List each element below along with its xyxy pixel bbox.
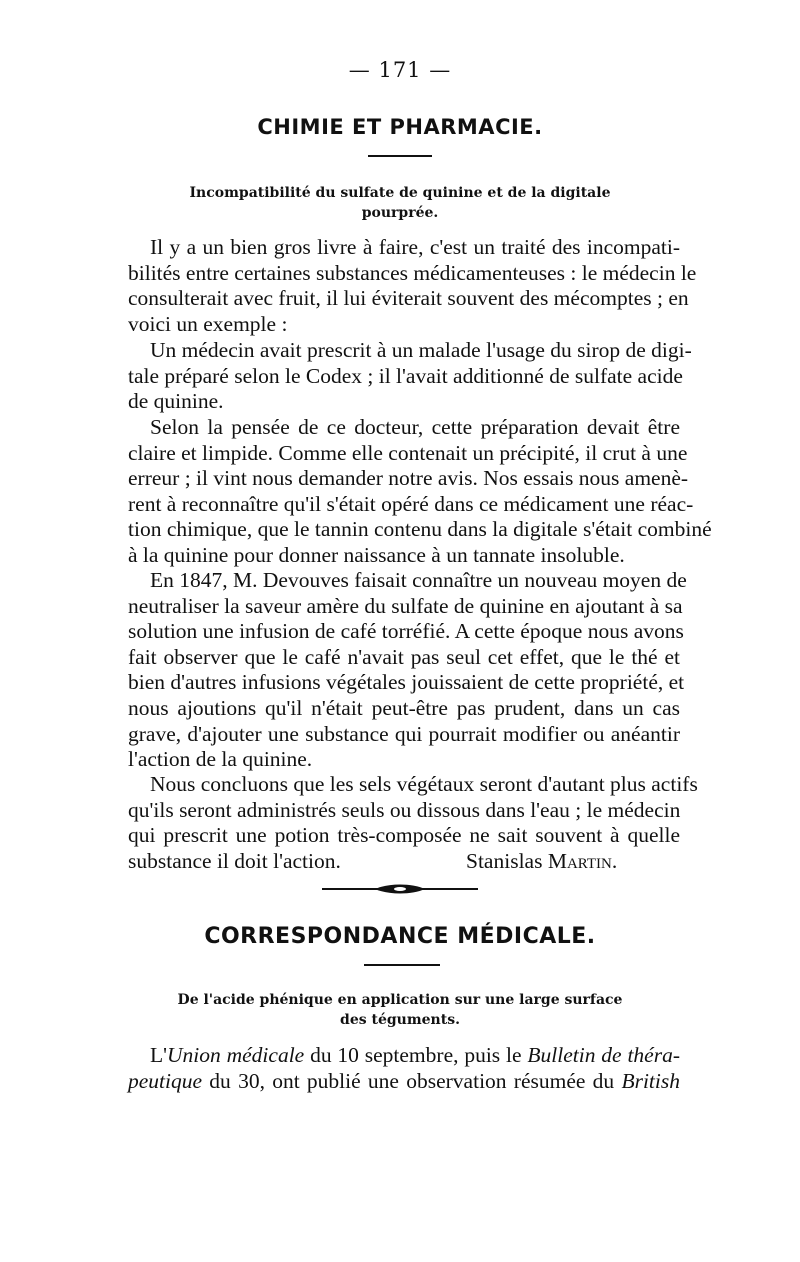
journal-title: Bulletin de théra- (527, 1043, 680, 1067)
signature (466, 849, 617, 875)
subheading-line: Incompatibilité du sulfate de quinine et de la digitale (189, 185, 611, 201)
text-line: consulterait avec fruit, il lui éviterait souvent des mécomptes ; en (128, 286, 689, 311)
text-fragment: L' (150, 1043, 168, 1067)
paragraph (128, 415, 712, 569)
text-fragment: du 10 septembre, puis le (304, 1043, 528, 1067)
text-line: Nous concluons que les sels végétaux seront d'autant plus actifs (150, 772, 698, 796)
heading-rule (364, 964, 440, 966)
signature-first-name: Stanislas (466, 848, 543, 873)
text-line: tale préparé selon le Codex ; il l'avait additionné de sulfate acide (128, 363, 683, 388)
article-subheading (140, 990, 660, 1030)
text-line: En 1847, M. Devouves faisait connaître un nouveau moyen de (150, 568, 687, 592)
journal-title: Union médicale (167, 1043, 305, 1067)
journal-title: British (621, 1068, 680, 1093)
text-fragment: du 30, ont publié une observation résumée du (202, 1068, 622, 1093)
text-line: qui prescrit une potion très-composée ne sait souvent à quelle (128, 823, 680, 848)
section-heading-correspondance: CORRESPONDANCE MÉDICALE. (204, 924, 596, 949)
signature-surname: Martin. (547, 848, 618, 873)
journal-title: peutique (128, 1068, 203, 1093)
text-line: erreur ; il vint nous demander notre avis. Nos essais nous amenè- (128, 466, 689, 491)
article-subheading (140, 183, 660, 223)
heading-rule (368, 155, 432, 157)
text-line: substance il doit l'action. (128, 848, 341, 873)
text-line: tion chimique, que le tannin contenu dans la digitale s'était combiné (128, 517, 712, 542)
text-line: neutraliser la saveur amère du sulfate de quinine en ajoutant à sa (128, 593, 683, 618)
text-line: bilités entre certaines substances médicamenteuses : le médecin le (128, 260, 697, 285)
text-line: grave, d'ajouter une substance qui pourrait modifier ou anéantir (128, 721, 680, 746)
text-line: Un médecin avait prescrit à un malade l'usage du sirop de digi- (150, 338, 692, 362)
text-line: rent à reconnaître qu'il s'était opéré dans ce médicament une réac- (128, 491, 694, 516)
text-line: voici un exemple : (128, 311, 288, 336)
paragraph (128, 772, 698, 874)
paragraph (128, 338, 692, 415)
paragraph (128, 235, 697, 337)
text-line: l'action de la quinine. (128, 747, 313, 772)
text-line: de quinine. (128, 389, 224, 414)
text-line-with-signature (128, 849, 680, 875)
ornamental-divider (320, 884, 480, 894)
page-number: — 171 — (348, 58, 452, 82)
paragraph (128, 1043, 680, 1094)
subheading-line: pourprée. (361, 205, 439, 221)
paragraph (128, 568, 687, 773)
text-line: nous ajoutions qu'il n'était peut-être pas prudent, dans un cas (128, 695, 680, 720)
text-line: qu'ils seront administrés seuls ou dissous dans l'eau ; le médecin (128, 797, 681, 822)
text-line: fait observer que le café n'avait pas seul cet effet, que le thé et (128, 644, 680, 669)
text-line (128, 1069, 680, 1095)
subheading-line: De l'acide phénique en application sur une large surface (177, 992, 623, 1008)
text-line: Il y a un bien gros livre à faire, c'est un traité des incompati- (150, 235, 680, 259)
text-line: solution une infusion de café torréfié. A cette époque nous avons (128, 619, 684, 644)
text-line: bien d'autres infusions végétales jouissaient de cette propriété, et (128, 670, 685, 695)
text-line: Selon la pensée de ce docteur, cette préparation devait être (150, 415, 680, 439)
subheading-line: des téguments. (340, 1012, 460, 1028)
text-line (128, 1043, 680, 1069)
text-line: à la quinine pour donner naissance à un tannate insoluble. (128, 542, 625, 567)
section-heading-chimie: CHIMIE ET PHARMACIE. (257, 115, 543, 139)
text-line: claire et limpide. Comme elle contenait un précipité, il crut à une (128, 440, 688, 465)
